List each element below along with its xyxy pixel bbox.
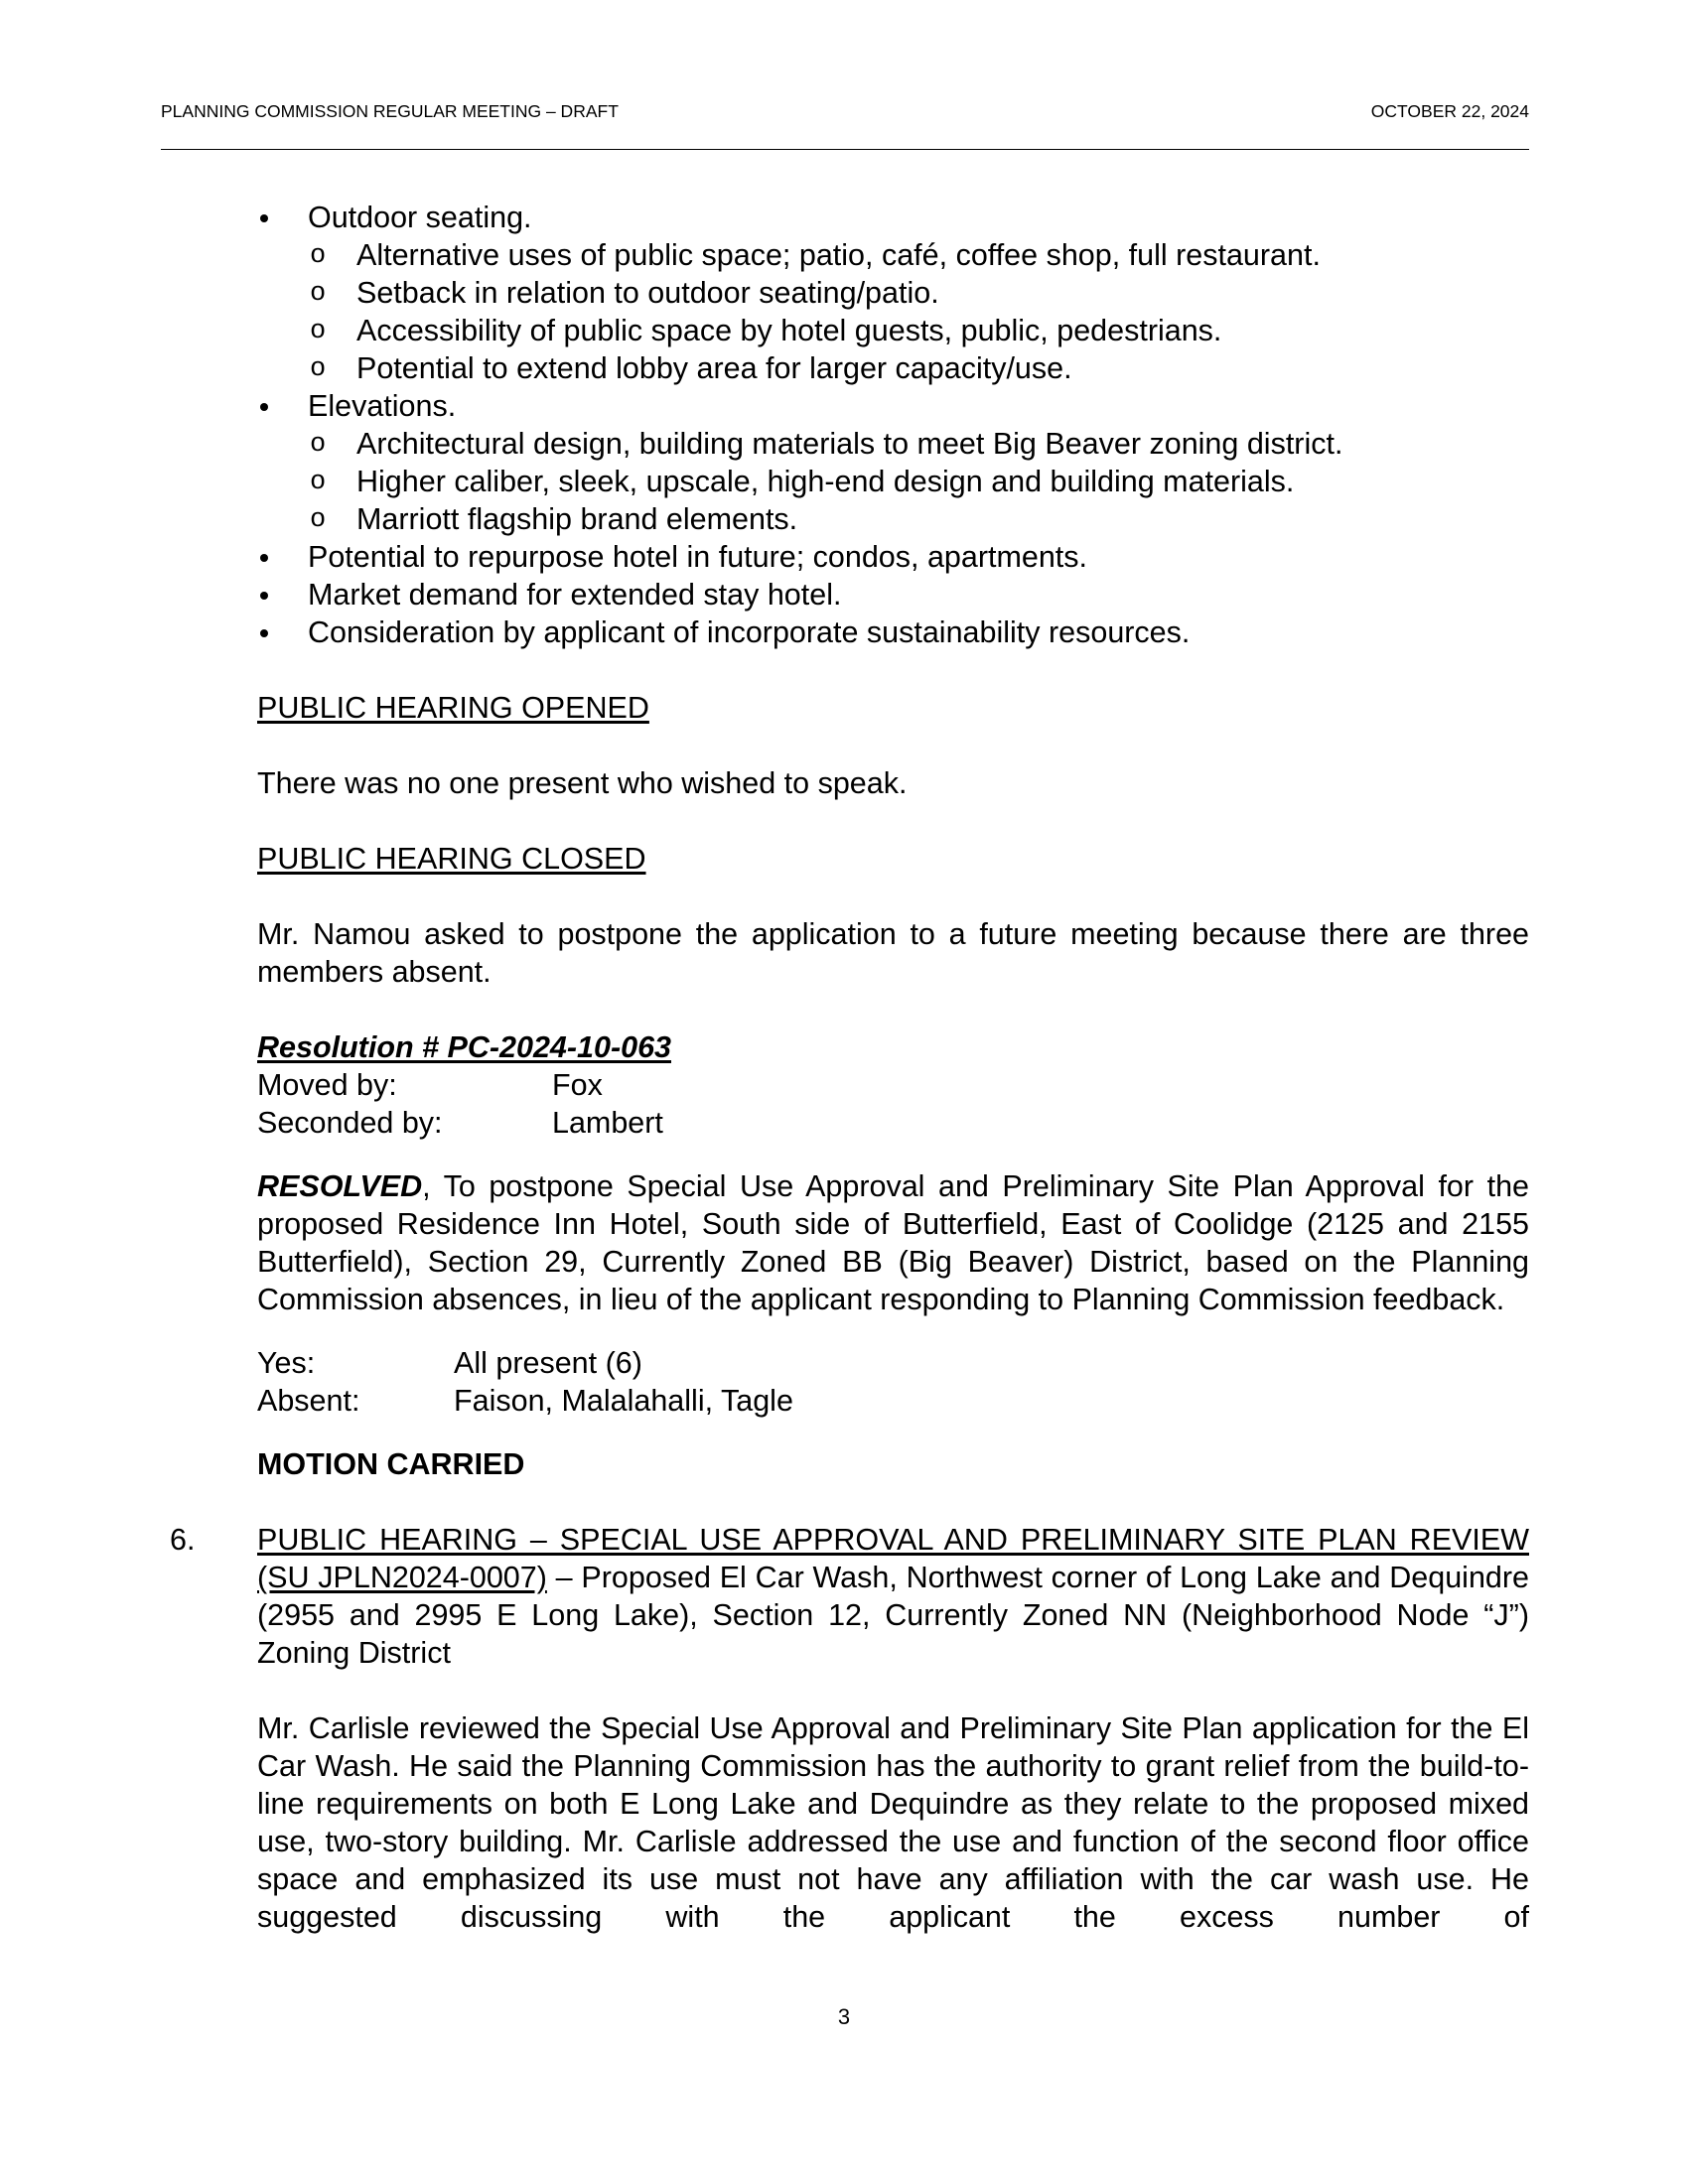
sub-bullet-list xyxy=(308,425,1529,538)
bullet-outdoor-seating xyxy=(257,199,1529,387)
sub-bullet: o Setback in relation to outdoor seating/patio. xyxy=(257,274,1529,312)
bullet-sustainability: Consideration by applicant of incorporate sustainability resources. xyxy=(257,614,1529,651)
agenda-item-6 xyxy=(170,1521,1529,1672)
agenda-item-number: 6. xyxy=(170,1523,196,1557)
vote-yes-value: All present (6) xyxy=(454,1346,642,1380)
vote-absent-value: Faison, Malalahalli, Tagle xyxy=(454,1384,793,1418)
page-number: 3 xyxy=(837,2004,851,2029)
vote-yes-row xyxy=(257,1344,1529,1382)
bullet-elevations xyxy=(257,387,1529,538)
public-hearing-closed-heading: PUBLIC HEARING CLOSED xyxy=(257,842,646,876)
page-header xyxy=(161,101,1529,122)
vote-absent-label: Absent: xyxy=(257,1384,360,1418)
motion-carried: MOTION CARRIED xyxy=(257,1447,525,1481)
no-speakers-note: There was no one present who wished to speak. xyxy=(257,766,908,800)
agenda-item-description: – Proposed El Car Wash, Northwest corner of Long Lake and Dequindre (2955 and 2995 E Long Lake), Section 12, Currently Zoned NN (Neighborhood Node “J”) Zoning District xyxy=(257,1561,1529,1670)
resolved-paragraph xyxy=(257,1167,1529,1318)
moved-by-row xyxy=(257,1066,1529,1104)
page-body xyxy=(170,199,1529,1936)
sub-bullet: o Alternative uses of public space; patio, café, coffee shop, full restaurant. xyxy=(257,236,1529,274)
discussion-bullet-list xyxy=(257,199,1529,651)
moved-by-label: Moved by: xyxy=(257,1068,397,1102)
sub-bullet: o Architectural design, building materials to meet Big Beaver zoning district. xyxy=(257,425,1529,463)
seconded-by-value: Lambert xyxy=(552,1106,663,1140)
sub-bullet-list xyxy=(308,236,1529,387)
vote-absent-row xyxy=(257,1382,1529,1420)
bullet-market-demand: Market demand for extended stay hotel. xyxy=(257,576,1529,614)
vote-yes-label: Yes: xyxy=(257,1346,316,1380)
sub-bullet: o Higher caliber, sleek, upscale, high-end design and building materials. xyxy=(257,463,1529,500)
resolution-title: Resolution # PC-2024-10-063 xyxy=(257,1030,671,1064)
agenda-item-heading: PUBLIC HEARING – SPECIAL USE APPROVAL AND PRELIMINARY SITE PLAN REVIEW (SU JPLN2024-0007) xyxy=(257,1523,1529,1594)
header-date: OCTOBER 22, 2024 xyxy=(1370,101,1529,121)
carlisle-paragraph: Mr. Carlisle reviewed the Special Use Approval and Preliminary Site Plan application for the El Car Wash. He said the Planning Commission has the authority to grant relief from the build-to-line requirements on both E Long Lake and Dequindre as they relate to the proposed mixed use, two-story building. Mr. Carlisle addressed the use and function of the second floor office space and emphasized its use must not have any affiliation with the car wash use. He suggested discussing with the applicant the excess number of xyxy=(257,1711,1529,1934)
namou-paragraph: Mr. Namou asked to postpone the application to a future meeting because there are three members absent. xyxy=(257,917,1529,989)
resolution-block xyxy=(257,1028,1529,1483)
bullet-text: Outdoor seating. xyxy=(308,201,532,234)
header-divider xyxy=(161,149,1529,150)
sub-bullet: o Marriott flagship brand elements. xyxy=(257,500,1529,538)
moved-by-value: Fox xyxy=(552,1068,603,1102)
seconded-by-row xyxy=(257,1104,1529,1142)
seconded-by-label: Seconded by: xyxy=(257,1106,443,1140)
bullet-text: Elevations. xyxy=(308,389,457,423)
public-hearing-opened-heading: PUBLIC HEARING OPENED xyxy=(257,691,649,725)
header-title: PLANNING COMMISSION REGULAR MEETING – DRAFT xyxy=(161,101,619,121)
resolved-text: , To postpone Special Use Approval and Preliminary Site Plan Approval for the proposed Residence Inn Hotel, South side of Butterfield, East of Coolidge (2125 and 2155 Butterfield), Section 29, Currently Zoned BB (Big Beaver) District, based on the Planning Commission absences, in lieu of the applicant responding to Planning Commission feedback. xyxy=(257,1169,1529,1316)
bullet-repurpose: Potential to repurpose hotel in future; condos, apartments. xyxy=(257,538,1529,576)
resolved-word: RESOLVED xyxy=(257,1169,423,1203)
agenda-item-6-text xyxy=(257,1521,1529,1672)
sub-bullet: o Potential to extend lobby area for larger capacity/use. xyxy=(257,349,1529,387)
sub-bullet: o Accessibility of public space by hotel guests, public, pedestrians. xyxy=(257,312,1529,349)
